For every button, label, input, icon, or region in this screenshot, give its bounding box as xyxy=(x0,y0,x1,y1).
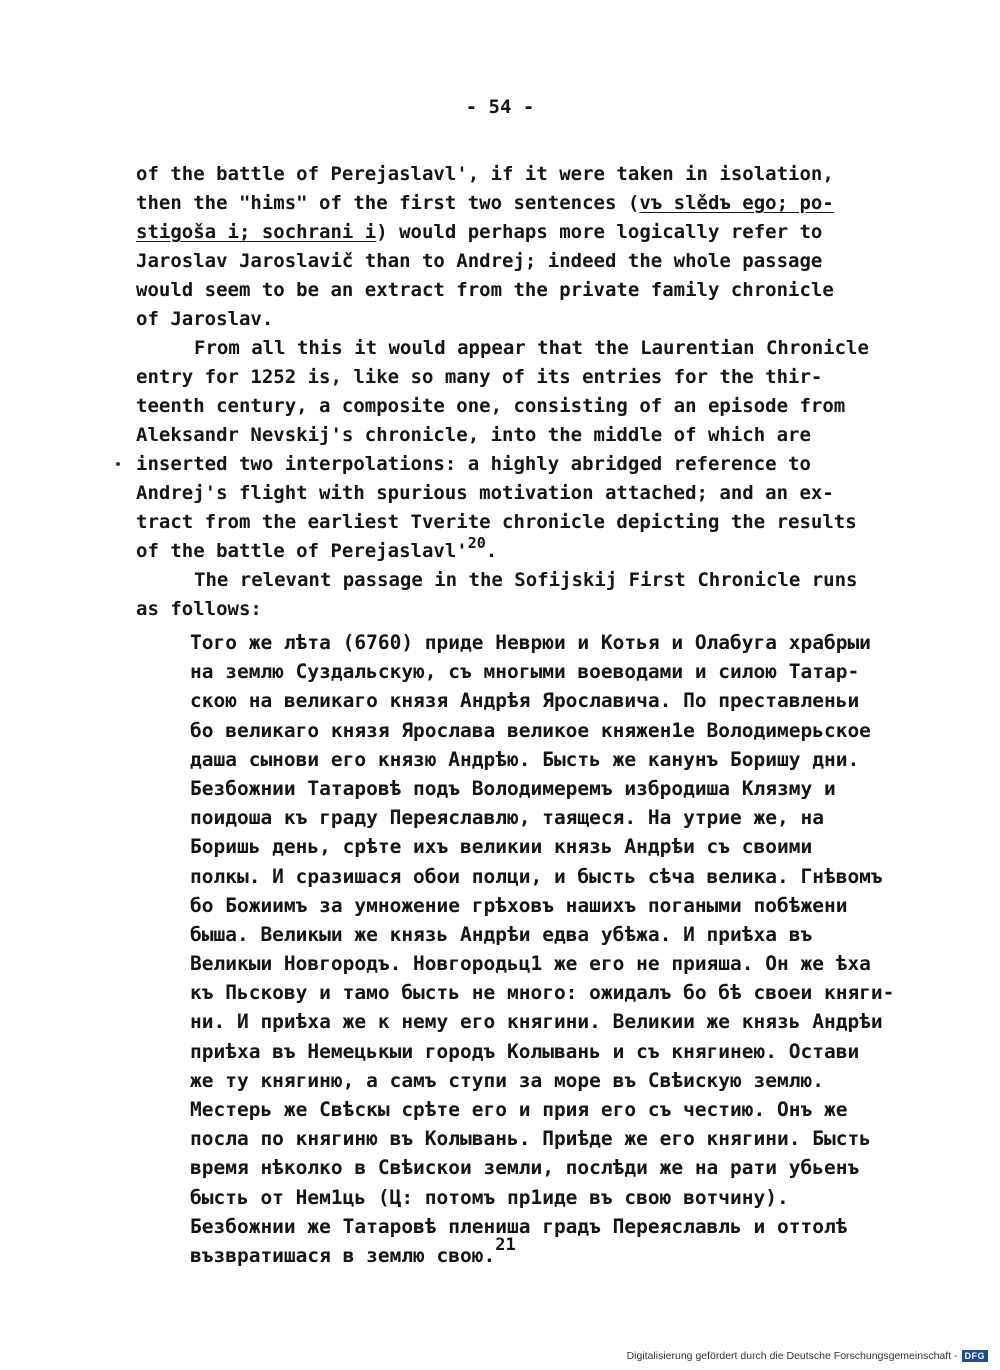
text-fragment: . xyxy=(485,540,498,562)
footnote-marker: 21 xyxy=(495,1234,516,1255)
quote-line: быша. Великыи же князь Андрѣи едва убѣжа. И приѣха въ xyxy=(190,922,813,946)
quote-line: Боришь день, срѣте ихъ великии князь Андрѣи съ своими xyxy=(190,835,813,859)
text-line: inserted two interpolations: a highly abridged reference to xyxy=(136,453,811,475)
quote-line: на землю Суздальскую, съ многыми воеводами и силою Татар- xyxy=(190,660,860,684)
text-line: Andrej's flight with spurious motivation attached; and an ex- xyxy=(136,482,834,504)
margin-dot xyxy=(116,462,120,466)
text-line: of the battle of Perejaslavl', if it were taken in isolation, xyxy=(136,163,834,185)
body-text xyxy=(136,160,906,624)
text-line: teenth century, a composite one, consisting of an episode from xyxy=(136,395,846,417)
text-line: The relevant passage in the Sofijskij First Chronicle runs xyxy=(194,569,858,591)
quote-line: же ту княгиню, а самъ ступи за море въ Свѣискую землю. xyxy=(190,1068,824,1092)
russian-quotation xyxy=(190,628,910,1270)
text-line xyxy=(136,189,906,218)
quote-line: Того же лѣта (6760) приде Неврюи и Котья и Олабуга храбрыи xyxy=(190,631,871,654)
footnote-marker: 20 xyxy=(467,534,486,552)
text-line: entry for 1252 is, like so many of its entries for the thir- xyxy=(136,366,823,388)
text-line: as follows: xyxy=(136,598,262,620)
text-fragment: ) would perhaps more logically refer to xyxy=(376,221,823,243)
footer-credit: Digitalisierung gefördert durch die Deutsche Forschungsgemeinschaft - xyxy=(626,1350,958,1362)
text-line: From all this it would appear that the Laurentian Chronicle xyxy=(194,337,869,359)
text-fragment: възвратишася в землю свою. xyxy=(190,1243,496,1267)
underlined-term: stigoša i; sochrani i xyxy=(136,221,377,243)
quote-line: поидоша къ граду Переяславлю, таящеся. На утрие же, на xyxy=(190,806,824,830)
quote-line: Безбожнии Татаровѣ подъ Володимеремъ избродиша Клязму и xyxy=(190,776,836,800)
dfg-logo: DFG xyxy=(962,1350,989,1362)
quote-line: даша сынови его князю Андрѣю. Бысть же канунъ Боришу дни. xyxy=(190,747,860,771)
text-line: Aleksandr Nevskij's chronicle, into the middle of which are xyxy=(136,424,811,446)
quote-line: Великыи Новгородъ. Новгородьц1 же его не прияша. Он же ѣха xyxy=(190,952,871,976)
text-line: tract from the earliest Tverite chronicle depicting the results xyxy=(136,511,857,533)
quote-line xyxy=(190,1234,910,1270)
quote-line: скою на великаго князя Андрѣя Ярославича. По преставленьи xyxy=(190,689,860,713)
text-fragment: then the "hims" of the first two sentences ( xyxy=(136,192,640,214)
text-line: of Jaroslav. xyxy=(136,308,274,330)
quote-line: полкы. И сразишася обои полци, и бысть сѣча велика. Гнѣвомъ xyxy=(190,864,883,888)
text-line xyxy=(136,218,906,247)
quote-line: Безбожнии же Татаровѣ плениша градъ Переяславль и оттолѣ xyxy=(190,1214,848,1238)
quote-line: приѣха въ Немецькыи городъ Колывань и съ княгинею. Остави xyxy=(190,1039,860,1063)
underlined-term: vъ slědъ ego; po- xyxy=(639,192,834,214)
quote-line: бысть от Нем1ць (Ц: потомъ пр1иде въ свою вотчину). xyxy=(190,1185,789,1209)
quote-line: посла по княгиню въ Колывань. Приѣде же его княгини. Бысть xyxy=(190,1127,871,1151)
digitization-footer xyxy=(627,1350,988,1362)
quote-line: бо великаго князя Ярослава великое княжен1е Володимерьское xyxy=(190,718,871,742)
quote-line: Местерь же Свѣскы срѣте его и прия его съ честию. Онъ же xyxy=(190,1098,848,1121)
text-line: Jaroslav Jaroslavič than to Andrej; indeed the whole passage xyxy=(136,250,823,272)
quote-line: къ Пьскову и тамо бысть не много: ожидалъ бо бѣ своеи княги- xyxy=(190,981,895,1005)
quote-line: время нѣколко в Свѣискои земли, послѣди же на рати убьенъ xyxy=(190,1156,860,1180)
quote-line: бо Божиимъ за умножение грѣховъ нашихъ погаными побѣжени xyxy=(190,893,848,917)
text-line: would seem to be an extract from the private family chronicle xyxy=(136,279,834,301)
text-fragment: of the battle of Perejaslavl' xyxy=(136,540,468,562)
quote-line: ни. И приѣха же к нему его княгини. Великии же князь Андрѣи xyxy=(190,1010,883,1034)
text-line xyxy=(136,534,906,566)
page-number: - 54 - xyxy=(465,96,535,118)
